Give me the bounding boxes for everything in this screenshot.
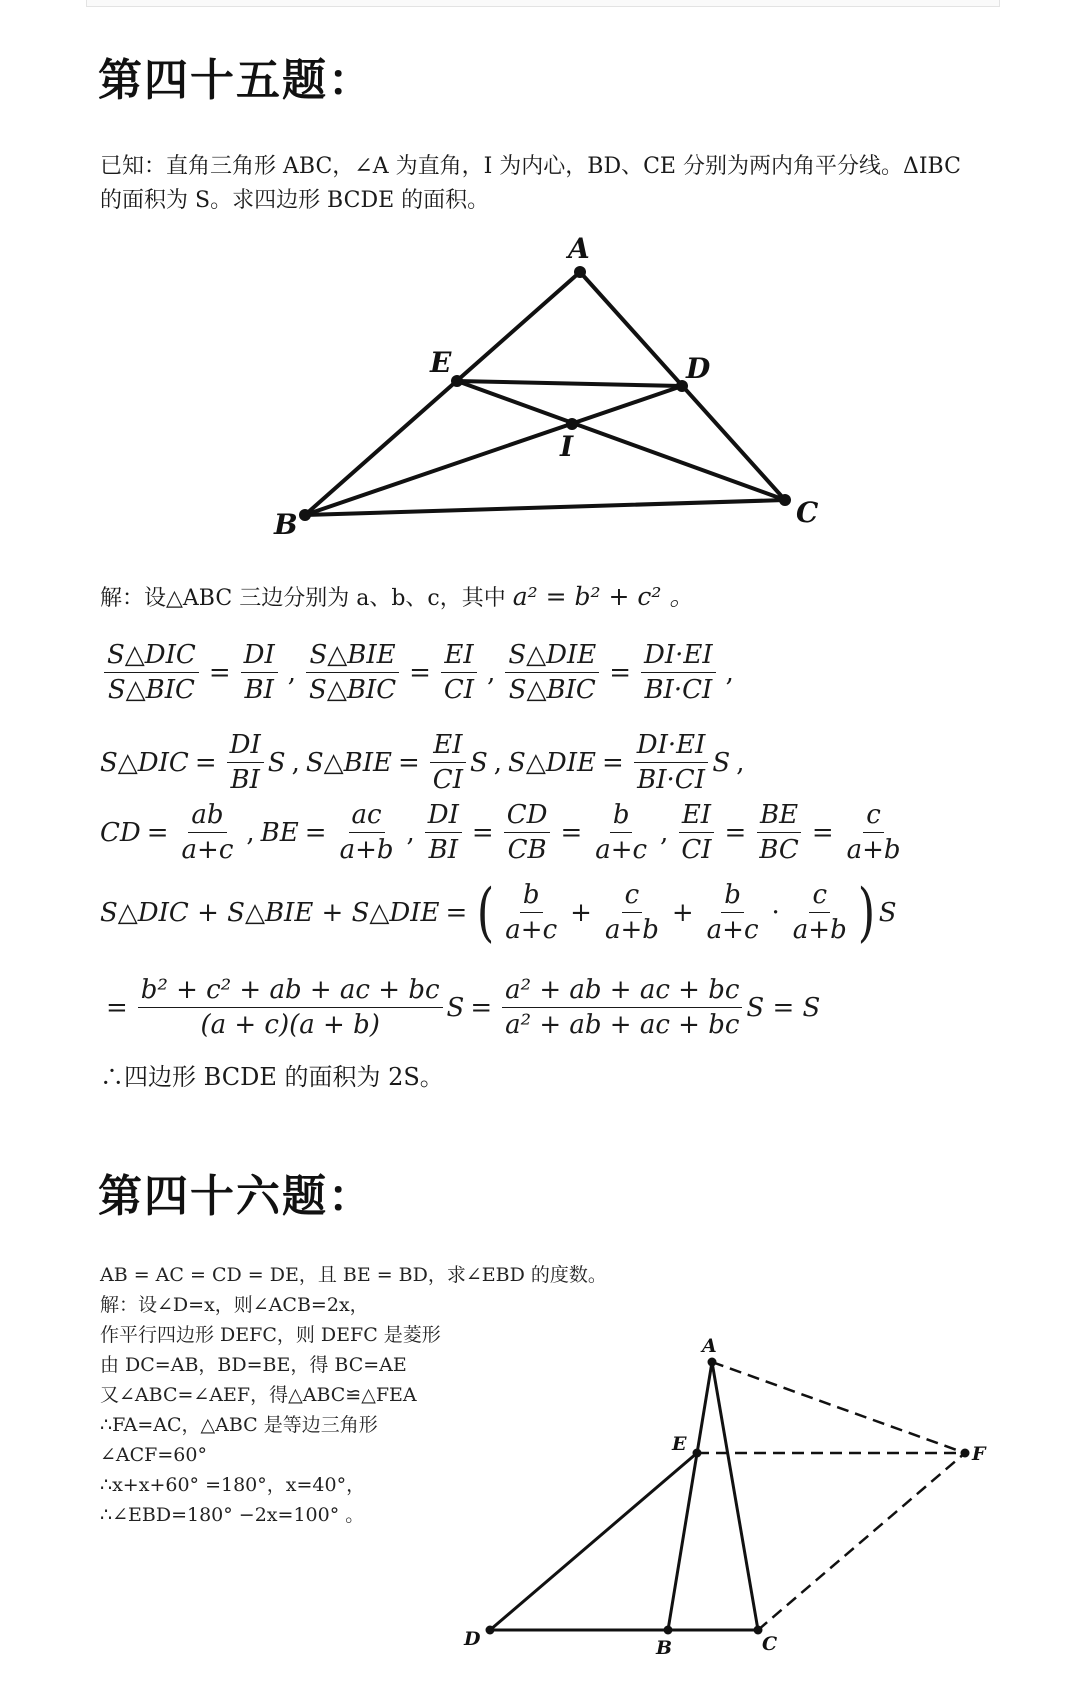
problem-46-figure — [0, 1320, 1080, 1692]
problem-46-line-0: AB = AC = CD = DE，且 BE = BD，求∠EBD 的度数。 — [100, 1264, 607, 1286]
label46-F: F — [972, 1443, 986, 1465]
problem-46-line-8: ∴∠EBD=180° −2x=100° 。 — [100, 1504, 365, 1526]
label46-D: D — [464, 1628, 481, 1650]
label46-C: C — [762, 1633, 778, 1655]
problem-45-given-line2: 的面积为 S。求四边形 BCDE 的面积。 — [100, 188, 490, 213]
problem-46-line-6: ∠ACF=60° — [100, 1444, 207, 1466]
problem-46-line-4: 又∠ABC=∠AEF，得△ABC≌△FEA — [100, 1384, 417, 1406]
equation-simplify: = $\frac{\text{b² + c² + ab + ac + bc}}{(a + c)(a + b)}$ S = $\frac{\text{a² + ab + ac + bc}}{\text{a² + ab + ac + bc}}$ S = S — [106, 975, 821, 1040]
label-C: C — [796, 496, 819, 529]
label46-A: A — [702, 1335, 717, 1357]
label-I: I — [560, 430, 574, 463]
problem-46-line-1: 解：设∠D=x，则∠ACB=2x， — [100, 1294, 369, 1316]
problem-46-line-2: 作平行四边形 DEFC，则 DEFC 是菱形 — [100, 1324, 441, 1346]
problem-46-title: 第四十六题： — [98, 1171, 374, 1222]
label-A: A — [568, 232, 590, 265]
equation-ratios: $\frac{\text{S△DIC}}{\text{S△BIC}}$ = $\frac{DI}{BI}$ , $\frac{\text{S△BIE}}{\text{S△BIC}}$ = $\frac{EI}{CI}$ , $\frac{\text{S△DIE}}{\text{S△BIC}}$ = $\frac{DI\cdot EI}{BI\cdot CI}$ , — [100, 640, 740, 705]
problem-45-title: 第四十五题： — [98, 55, 374, 106]
label-E: E — [430, 346, 452, 379]
equation-sum: S△DIC + S△BIE + S△DIE = ( $\frac{b}{a+c}$ + $\frac{c}{a+b}$ + $\frac{b}{a+c}$ · $\frac{c}{a+b}$ ) S — [100, 875, 897, 950]
problem-46-line-7: ∴x+x+60° =180°，x=40°， — [100, 1474, 366, 1496]
solution-intro: 解：设△ABC 三边分别为 a、b、c，其中 a² = b² + c² 。 — [100, 582, 695, 611]
label-D: D — [686, 352, 711, 385]
equation-areas: S△DIC = $\frac{DI}{BI}$ S , S△BIE = $\frac{EI}{CI}$ S , S△DIE = $\frac{DI\cdot EI}{BI\cdot CI}$ S , — [100, 730, 745, 795]
problem-45-given-line1: 已知：直角三角形 ABC，∠A 为直角，I 为内心，BD、CE 分别为两内角平分线。ΔIBC — [100, 154, 961, 179]
label46-B: B — [656, 1637, 673, 1659]
label46-E: E — [672, 1433, 687, 1455]
problem-46-line-5: ∴FA=AC，△ABC 是等边三角形 — [100, 1414, 378, 1436]
problem-45-conclusion: ∴四边形 BCDE 的面积为 2S。 — [100, 1063, 444, 1091]
problem-45-figure — [0, 0, 1080, 560]
equation-bisector: CD = $\frac{ab}{a+c}$ , BE = $\frac{ac}{a+b}$ , $\frac{DI}{BI}$ = $\frac{CD}{CB}$ = $\frac{b}{a+c}$ , $\frac{EI}{CI}$ = $\frac{BE}{BC}$ = $\frac{c}{a+b}$ — [100, 800, 901, 865]
problem-46-line-3: 由 DC=AB，BD=BE，得 BC=AE — [100, 1354, 407, 1376]
label-B: B — [274, 508, 298, 541]
